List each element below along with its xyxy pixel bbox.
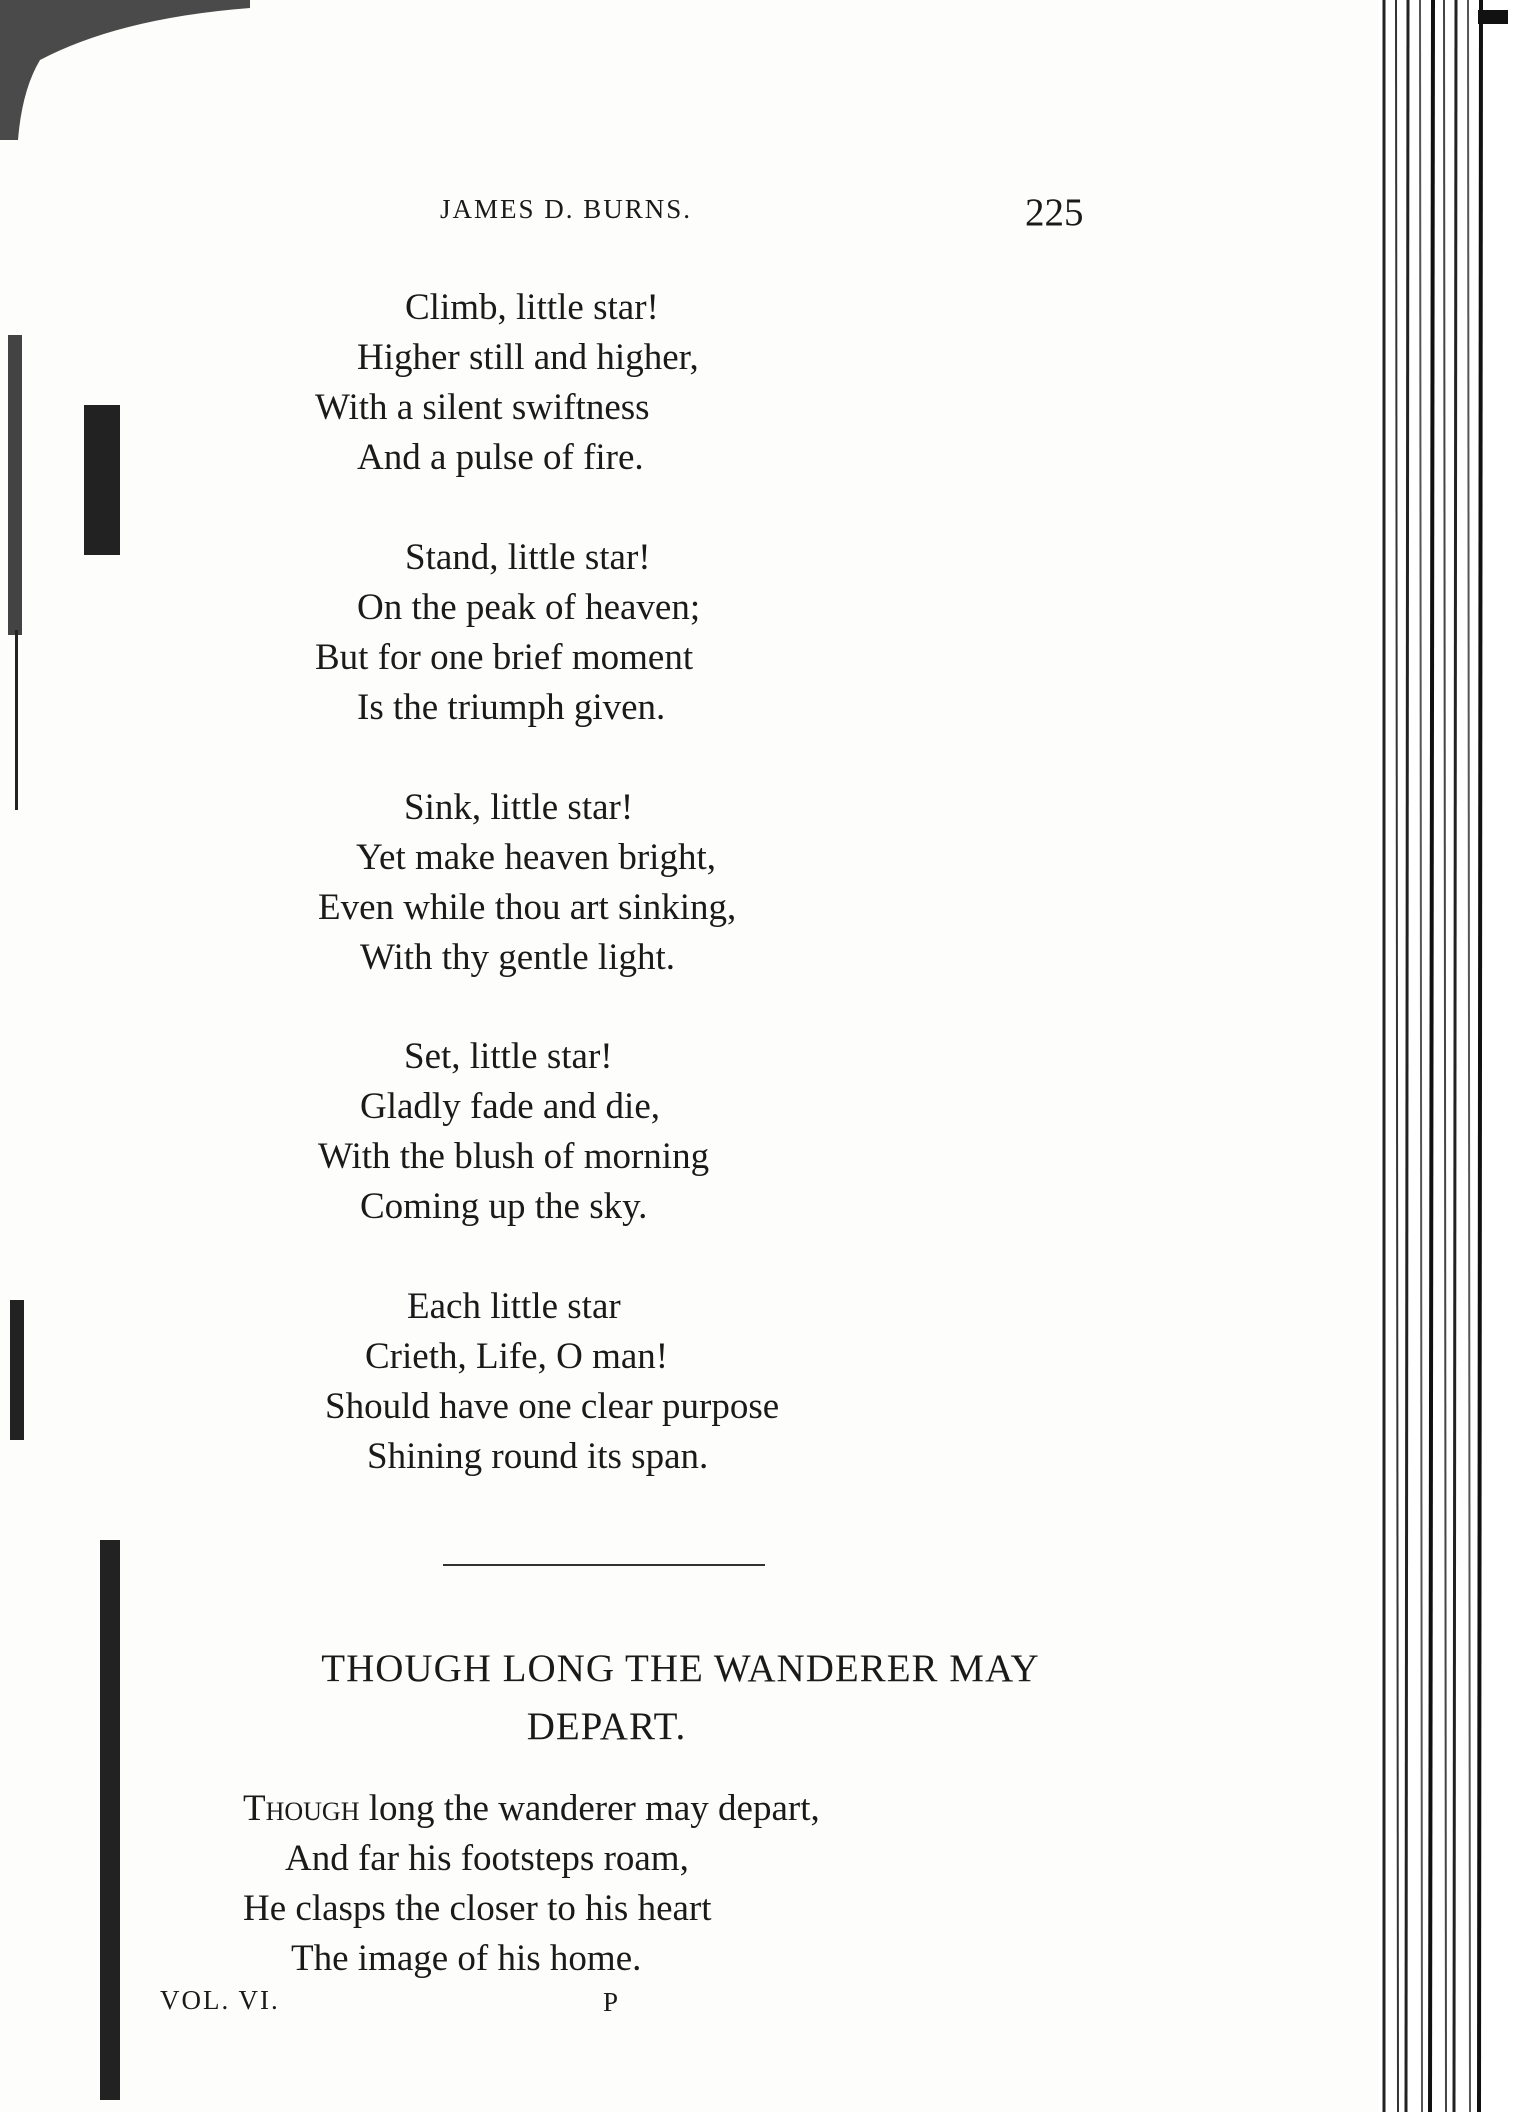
book-fore-edge [1378,0,1513,2112]
page-number: 225 [1025,191,1084,234]
poem-line: Each little star [407,1286,621,1327]
section-divider [443,1564,765,1566]
poem-line: Set, little star! [404,1036,613,1077]
scan-edge-mark-3 [15,630,18,810]
stanza-2 [315,533,700,733]
page-header [0,190,1513,240]
stanza-3 [318,783,736,983]
poem-line: But for one brief moment [315,637,694,678]
running-head: JAMES D. BURNS. [440,194,693,224]
poem-line: With the blush of morning [318,1136,710,1177]
poem-line: With a silent swiftness [315,387,650,428]
poem-line: Yet make heaven bright, [356,837,716,878]
poem-line: With thy gentle light. [360,937,676,978]
page-footer [0,1985,1513,2025]
poem-line: And far his footsteps roam, [285,1838,689,1879]
poem-line: Even while thou art sinking, [318,887,737,928]
scan-edge-mark-2 [84,405,120,555]
second-poem-stanza-1 [243,1784,820,1984]
scan-edge-mark-1 [8,335,22,635]
poem-line: Coming up the sky. [360,1186,648,1227]
poem-line: Higher still and higher, [357,337,699,378]
poem-line: And a pulse of fire. [357,437,644,478]
volume-mark: VOL. VI. [160,1985,280,2015]
scan-corner-shadow [0,0,250,140]
signature-mark: P [603,1987,621,2017]
stanza-5 [325,1282,779,1482]
poem-line: Shining round its span. [367,1436,709,1477]
poem-title-line-2: DEPART. [526,1705,687,1748]
poem-line: He clasps the closer to his heart [243,1888,712,1929]
stanza-4 [318,1032,709,1232]
poem-line: Crieth, Life, O man! [365,1336,669,1377]
poem-title [0,1640,1213,1756]
first-word: Though [243,1788,360,1829]
poem-line: The image of his home. [291,1938,642,1979]
poem-line: Sink, little star! [404,787,634,828]
poem-line [243,1784,820,1834]
poem-line: Stand, little star! [405,537,651,578]
scan-edge-mark-4 [10,1300,24,1440]
first-line-rest: long the wanderer may depart, [359,1788,820,1829]
poem-line: Gladly fade and die, [360,1086,660,1127]
poem-line: Climb, little star! [405,287,659,328]
poem-line: Is the triumph given. [357,687,666,728]
poem-line: On the peak of heaven; [357,587,701,628]
stanza-1 [315,283,699,483]
poem-title-line-1: THOUGH LONG THE WANDERER MAY [321,1647,1040,1690]
poem-line: Should have one clear purpose [325,1386,780,1427]
